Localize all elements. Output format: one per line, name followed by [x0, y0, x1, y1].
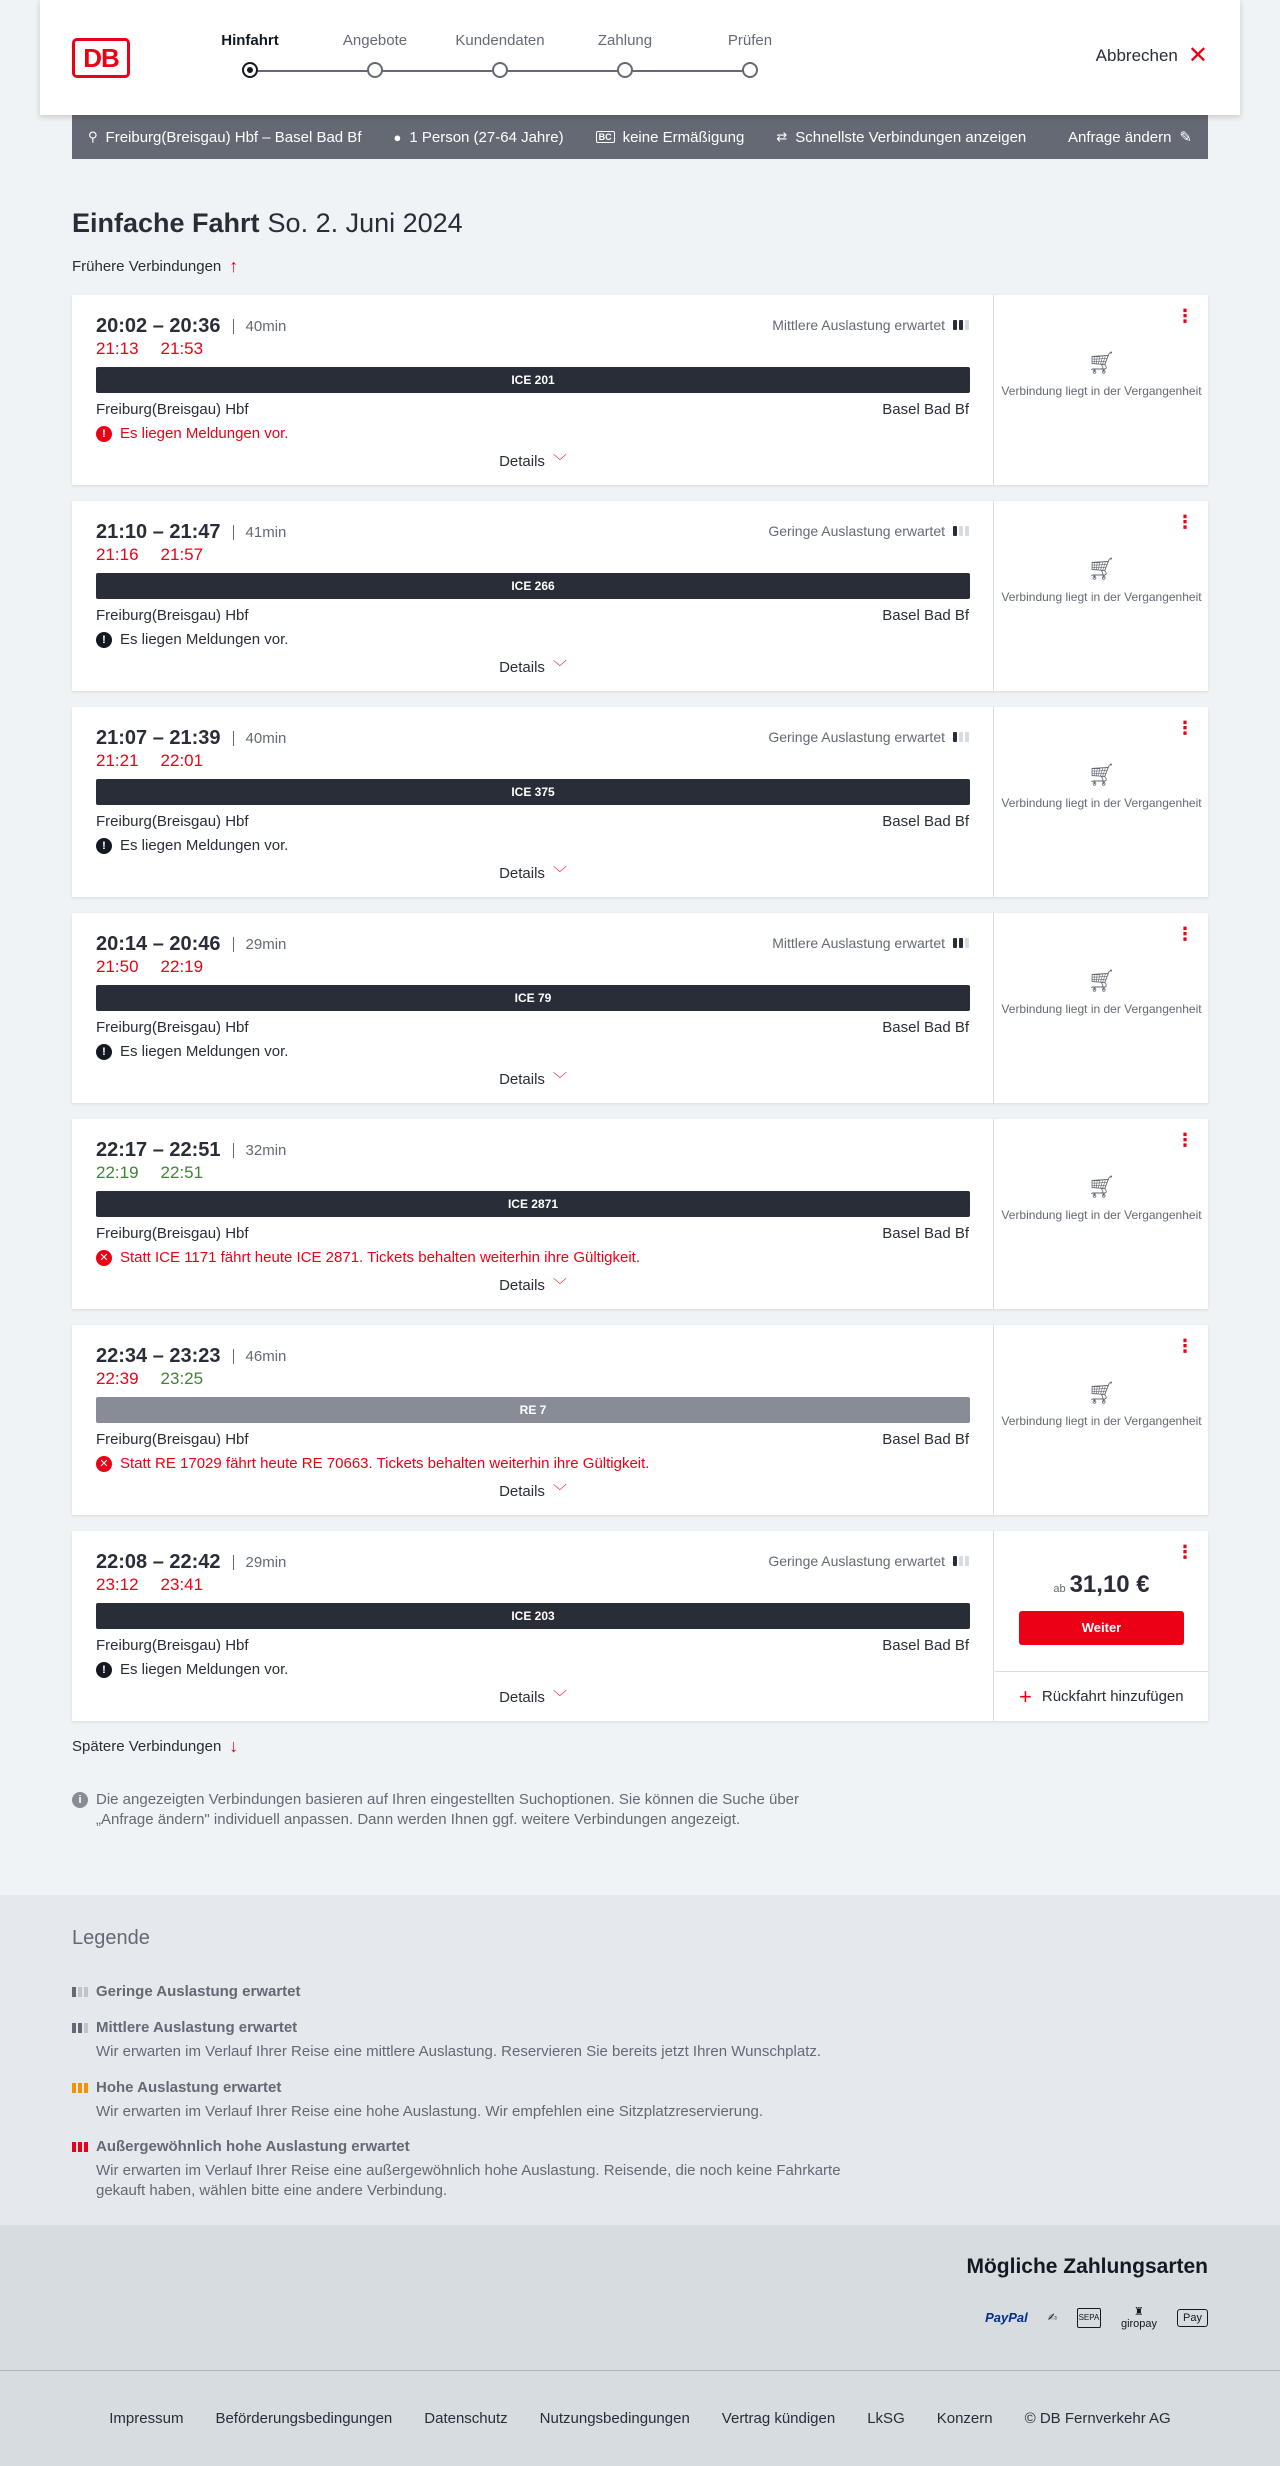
discount-summary — [596, 129, 745, 146]
step-hinfahrt[interactable] — [190, 30, 310, 78]
footer-link-konzern[interactable]: Konzern — [936, 2410, 993, 2427]
destination-station: Basel Bad Bf — [882, 1225, 969, 1242]
giropay-label: giropay — [1120, 2318, 1158, 2330]
occupancy-text: Mittlere Auslastung erwartet — [772, 317, 945, 333]
train-bar[interactable]: ICE 2871 — [96, 1191, 970, 1217]
db-logo[interactable]: DB — [72, 38, 130, 78]
occupancy-medium-icon — [953, 938, 969, 948]
details-label: Details — [499, 1071, 545, 1088]
planned-time-range: 22:34 – 23:23 — [96, 1345, 221, 1367]
planned-time-range: 20:02 – 20:36 — [96, 315, 221, 337]
planned-times — [96, 933, 286, 956]
chevron-down-icon: ﹀ — [552, 1483, 567, 1499]
add-return-button[interactable] — [995, 1671, 1208, 1721]
page-title — [72, 208, 463, 239]
price-value: 31,10 € — [1069, 1571, 1150, 1598]
step-dot-icon — [742, 62, 758, 78]
price — [995, 1571, 1208, 1599]
origin-station: Freiburg(Breisgau) Hbf — [96, 1431, 249, 1448]
step-dot-icon — [242, 62, 258, 78]
train-bar[interactable]: ICE 201 — [96, 367, 970, 393]
step-label: Angebote — [342, 32, 408, 49]
cancel-button[interactable] — [1095, 42, 1208, 69]
chevron-down-icon: ﹀ — [552, 1071, 567, 1087]
trip-date: So. 2. Juni 2024 — [267, 208, 463, 238]
earlier-connections-link[interactable] — [72, 256, 238, 277]
cancel-circle-icon: ✕ — [96, 1456, 112, 1472]
occupancy-low-icon — [72, 1987, 88, 1997]
occupancy-high-icon — [72, 2083, 88, 2093]
duration: 46min — [233, 1349, 287, 1364]
more-options-icon[interactable]: ⋮ — [1176, 1336, 1194, 1356]
route-text: Freiburg(Breisgau) Hbf – Basel Bad Bf — [105, 128, 362, 146]
footer-link-vertrag-kuendigen[interactable]: Vertrag kündigen — [721, 2410, 836, 2427]
later-label: Spätere Verbindungen — [72, 1738, 222, 1755]
realtime-departure: 23:12 — [96, 1575, 139, 1594]
close-icon: ✕ — [1187, 42, 1208, 69]
footer-link-datenschutz[interactable]: Datenschutz — [424, 2410, 508, 2427]
alert-text: Statt ICE 1171 fährt heute ICE 2871. Tickets behalten weiterhin ihre Gültigkeit. — [120, 1249, 641, 1266]
sepa-label: SEPA — [1077, 2308, 1101, 2328]
more-options-icon[interactable]: ⋮ — [1176, 306, 1194, 326]
booking-header — [40, 0, 1240, 115]
alert-text: Statt RE 17029 fährt heute RE 70663. Tickets behalten weiterhin ihre Gültigkeit. — [120, 1455, 650, 1472]
more-options-icon[interactable]: ⋮ — [1176, 1130, 1194, 1150]
occupancy-text: Mittlere Auslastung erwartet — [772, 935, 945, 951]
step-dot-icon — [492, 62, 508, 78]
destination-station: Basel Bad Bf — [882, 1431, 969, 1448]
cart-unavailable-icon: 🛒︎ — [1087, 762, 1116, 787]
later-connections-link[interactable] — [72, 1736, 238, 1757]
alert-message — [96, 1455, 649, 1472]
origin-station: Freiburg(Breisgau) Hbf — [96, 401, 249, 418]
origin-station: Freiburg(Breisgau) Hbf — [96, 1019, 249, 1036]
realtime-arrival: 22:51 — [160, 1163, 204, 1182]
past-connection-note — [995, 1380, 1208, 1429]
plus-icon: + — [1019, 1683, 1032, 1709]
details-toggle[interactable] — [72, 1069, 994, 1089]
destination-station: Basel Bad Bf — [882, 401, 969, 418]
origin-station: Freiburg(Breisgau) Hbf — [96, 1225, 249, 1242]
connection-info[interactable] — [72, 913, 994, 1103]
payment-title: Mögliche Zahlungsarten — [966, 2255, 1208, 2278]
progress-steps — [180, 30, 780, 90]
occupancy-exceptional-icon — [72, 2142, 88, 2152]
past-connection-note — [995, 762, 1208, 811]
more-options-icon[interactable]: ⋮ — [1176, 1542, 1194, 1562]
info-text: Die angezeigten Verbindungen basieren auf Ihren eingestellten Suchoptionen. Sie können die Suche über „Anfrage ändern" individuell anpassen. Dann werden Ihnen ggf. weitere Verbindungen angezeigt. — [96, 1791, 800, 1828]
train-bar[interactable]: ICE 375 — [96, 779, 970, 805]
planned-times — [96, 727, 286, 750]
destination-station: Basel Bad Bf — [882, 607, 969, 624]
legend-item-desc: Wir erwarten im Verlauf Ihrer Reise eine hohe Auslastung. Wir empfehlen eine Sitzplatzreservierung. — [96, 2103, 763, 2120]
details-label: Details — [499, 1277, 545, 1294]
footer-copyright: © DB Fernverkehr AG — [1024, 2410, 1171, 2427]
legend-item-low — [72, 1983, 872, 2000]
duration: 40min — [233, 319, 287, 334]
info-text: Es liegen Meldungen vor. — [120, 837, 289, 854]
occupancy-info — [768, 729, 969, 745]
details-label: Details — [499, 1689, 545, 1706]
sepa-icon — [1077, 2308, 1101, 2328]
origin-station: Freiburg(Breisgau) Hbf — [96, 607, 249, 624]
occupancy-info — [768, 1553, 969, 1569]
destination-station: Basel Bad Bf — [882, 1019, 969, 1036]
legend-item-title: Geringe Auslastung erwartet — [96, 1983, 301, 2000]
step-label: Zahlung — [597, 32, 653, 49]
offer-panel — [995, 1531, 1208, 1721]
step-zahlung[interactable] — [565, 30, 685, 78]
occupancy-low-icon — [953, 526, 969, 536]
realtime-times — [96, 751, 203, 771]
past-connection-note — [995, 556, 1208, 605]
past-text: Verbindung liegt in der Vergangenheit — [1001, 1208, 1202, 1222]
duration: 41min — [233, 525, 287, 540]
chevron-down-icon: ﹀ — [552, 865, 567, 881]
connection-card — [72, 501, 1208, 691]
legend-item-title: Außergewöhnlich hohe Auslastung erwartet — [96, 2138, 410, 2155]
connection-info[interactable] — [72, 295, 994, 485]
legend-item-desc: Wir erwarten im Verlauf Ihrer Reise eine außergewöhnlich hohe Auslastung. Reisende, die noch keine Fahrkarte gekauft haben, wählen bitte eine andere Verbindung. — [96, 2162, 841, 2199]
info-alert-icon: ! — [96, 838, 112, 854]
chevron-down-icon: ﹀ — [552, 453, 567, 469]
planned-times — [96, 315, 286, 338]
cart-unavailable-icon: 🛒︎ — [1087, 1174, 1116, 1199]
train-bar[interactable]: ICE 266 — [96, 573, 970, 599]
credit-card-icon: ✍ — [1047, 2312, 1057, 2324]
info-text: Es liegen Meldungen vor. — [120, 1043, 289, 1060]
origin-station: Freiburg(Breisgau) Hbf — [96, 813, 249, 830]
step-label: Kundendaten — [455, 32, 545, 49]
realtime-times — [96, 339, 203, 359]
planned-time-range: 20:14 – 20:46 — [96, 933, 221, 955]
duration: 29min — [233, 1555, 287, 1570]
details-label: Details — [499, 659, 545, 676]
planned-time-range: 22:08 – 22:42 — [96, 1551, 221, 1573]
legend-item-title: Mittlere Auslastung erwartet — [96, 2019, 298, 2036]
legend-item-desc: Wir erwarten im Verlauf Ihrer Reise eine mittlere Auslastung. Reservieren Sie bereits jetzt Ihren Wunschplatz. — [96, 2043, 822, 2060]
realtime-departure: 21:16 — [96, 545, 139, 564]
alert-icon: ! — [96, 426, 112, 442]
realtime-times — [96, 545, 203, 565]
train-bar[interactable]: ICE 203 — [96, 1603, 970, 1629]
connection-info[interactable] — [72, 707, 994, 897]
past-text: Verbindung liegt in der Vergangenheit — [1001, 1414, 1202, 1428]
offer-panel — [995, 913, 1208, 1103]
connection-card — [72, 707, 1208, 897]
offer-panel — [995, 1119, 1208, 1309]
footer — [0, 2370, 1280, 2466]
legend-title: Legende — [72, 1927, 150, 1949]
footer-link-lksg[interactable]: LkSG — [867, 2410, 905, 2427]
past-connection-note — [995, 1174, 1208, 1223]
discount-text: keine Ermäßigung — [622, 128, 745, 146]
planned-times — [96, 521, 286, 544]
realtime-times — [96, 1163, 203, 1183]
info-message — [96, 1661, 288, 1678]
step-kundendaten[interactable] — [440, 30, 560, 78]
info-alert-icon: ! — [96, 1662, 112, 1678]
cart-unavailable-icon: 🛒︎ — [1087, 350, 1116, 375]
info-text: Es liegen Meldungen vor. — [120, 631, 289, 648]
connection-info[interactable] — [72, 1325, 994, 1515]
occupancy-info — [772, 317, 969, 333]
realtime-arrival: 22:19 — [160, 957, 204, 976]
apple-pay-label: Pay — [1177, 2309, 1208, 2327]
footer-link-nutzungsbedingungen[interactable]: Nutzungsbedingungen — [539, 2410, 690, 2427]
offer-panel — [995, 501, 1208, 691]
connection-card — [72, 1119, 1208, 1309]
connection-card — [72, 295, 1208, 485]
footer-link-befoerderungsbedingungen[interactable]: Beförderungsbedingungen — [215, 2410, 393, 2427]
realtime-arrival: 23:41 — [160, 1575, 204, 1594]
realtime-departure: 21:50 — [96, 957, 139, 976]
info-message — [96, 837, 288, 854]
step-dot-icon — [367, 62, 383, 78]
apple-pay-icon — [1177, 2309, 1208, 2327]
occupancy-medium-icon — [953, 320, 969, 330]
pencil-icon: ✎ — [1179, 129, 1192, 146]
price-prefix: ab — [1053, 1583, 1066, 1595]
details-label: Details — [499, 865, 545, 882]
occupancy-info — [772, 935, 969, 951]
planned-time-range: 21:07 – 21:39 — [96, 727, 221, 749]
arrow-down-icon: ↓ — [229, 1736, 239, 1756]
details-label: Details — [499, 1483, 545, 1500]
step-label: Hinfahrt — [221, 32, 279, 49]
duration: 40min — [233, 731, 287, 746]
cart-unavailable-icon: 🛒︎ — [1087, 968, 1116, 993]
details-toggle[interactable] — [72, 657, 994, 677]
occupancy-low-icon — [953, 732, 969, 742]
change-request-button[interactable] — [1068, 128, 1192, 146]
location-pin-icon: ⚲ — [88, 129, 98, 144]
giropay-icon: ♜ giropay — [1120, 2306, 1158, 2330]
legend-item-exceptional — [72, 2138, 872, 2201]
step-label: Prüfen — [727, 32, 773, 49]
legend-section — [0, 1895, 1280, 2225]
arrow-up-icon: ↑ — [229, 256, 239, 276]
details-toggle[interactable] — [72, 451, 994, 471]
details-label: Details — [499, 453, 545, 470]
mode-summary — [776, 129, 1026, 146]
search-summary-bar — [72, 115, 1208, 159]
connection-card — [72, 1531, 1208, 1721]
info-icon: i — [72, 1792, 88, 1808]
train-bar[interactable]: RE 7 — [96, 1397, 970, 1423]
details-toggle[interactable] — [72, 1481, 994, 1501]
continue-button[interactable]: Weiter — [1019, 1611, 1184, 1645]
legend-item-high — [72, 2079, 872, 2122]
cart-unavailable-icon: 🛒︎ — [1087, 1380, 1116, 1405]
offer-panel — [995, 295, 1208, 485]
planned-times — [96, 1345, 286, 1368]
paypal-icon: PayPal — [985, 2310, 1028, 2325]
past-text: Verbindung liegt in der Vergangenheit — [1001, 590, 1202, 604]
details-toggle[interactable] — [72, 1687, 994, 1707]
realtime-arrival: 21:53 — [160, 339, 204, 358]
alert-text: Es liegen Meldungen vor. — [120, 425, 289, 442]
train-bar[interactable]: ICE 79 — [96, 985, 970, 1011]
past-connection-note — [995, 968, 1208, 1017]
realtime-departure: 21:13 — [96, 339, 139, 358]
info-message — [96, 1043, 288, 1060]
offer-panel — [995, 1325, 1208, 1515]
step-angebote[interactable] — [315, 30, 435, 78]
bahncard-icon: BC — [596, 131, 615, 143]
realtime-arrival: 23:25 — [160, 1369, 204, 1388]
more-options-icon[interactable]: ⋮ — [1176, 512, 1194, 532]
occupancy-low-icon — [953, 1556, 969, 1566]
alert-message — [96, 425, 288, 442]
details-toggle[interactable] — [72, 863, 994, 883]
step-dot-icon — [617, 62, 633, 78]
alert-message — [96, 1249, 640, 1266]
connection-card — [72, 913, 1208, 1103]
passenger-summary — [393, 129, 563, 146]
connection-info[interactable] — [72, 1119, 994, 1309]
info-text: Es liegen Meldungen vor. — [120, 1661, 289, 1678]
trip-type: Einfache Fahrt — [72, 208, 260, 238]
info-alert-icon: ! — [96, 632, 112, 648]
change-request-label: Anfrage ändern — [1068, 128, 1172, 146]
duration: 29min — [233, 937, 287, 952]
cancel-circle-icon: ✕ — [96, 1250, 112, 1266]
legend-item-medium — [72, 2019, 872, 2062]
swap-icon: ⇄ — [776, 129, 788, 144]
earlier-label: Frühere Verbindungen — [72, 258, 222, 275]
connection-info[interactable] — [72, 501, 994, 691]
planned-time-range: 22:17 – 22:51 — [96, 1139, 221, 1161]
person-icon: ● — [393, 129, 402, 145]
offer-panel — [995, 707, 1208, 897]
destination-station: Basel Bad Bf — [882, 813, 969, 830]
occupancy-medium-icon — [72, 2023, 88, 2033]
payment-methods-section — [0, 2225, 1280, 2370]
realtime-times — [96, 1369, 203, 1389]
chevron-down-icon: ﹀ — [552, 1277, 567, 1293]
past-text: Verbindung liegt in der Vergangenheit — [1001, 796, 1202, 810]
chevron-down-icon: ﹀ — [552, 1689, 567, 1705]
occupancy-text: Geringe Auslastung erwartet — [768, 729, 945, 745]
add-return-label: Rückfahrt hinzufügen — [1041, 1688, 1184, 1705]
details-toggle[interactable] — [72, 1275, 994, 1295]
cancel-label: Abbrechen — [1095, 46, 1178, 65]
past-text: Verbindung liegt in der Vergangenheit — [1001, 384, 1202, 398]
cart-unavailable-icon: 🛒︎ — [1087, 556, 1116, 581]
realtime-departure: 21:21 — [96, 751, 139, 770]
connection-card — [72, 1325, 1208, 1515]
realtime-times — [96, 957, 203, 977]
info-alert-icon: ! — [96, 1044, 112, 1060]
origin-station: Freiburg(Breisgau) Hbf — [96, 1637, 249, 1654]
mode-text: Schnellste Verbindungen anzeigen — [795, 128, 1027, 146]
passenger-text: 1 Person (27-64 Jahre) — [409, 128, 564, 146]
realtime-arrival: 21:57 — [160, 545, 204, 564]
connection-info[interactable] — [72, 1531, 994, 1721]
search-info-note — [72, 1790, 852, 1830]
step-pruefen[interactable] — [690, 30, 810, 78]
realtime-times — [96, 1575, 203, 1595]
realtime-departure: 22:19 — [96, 1163, 139, 1182]
duration: 32min — [233, 1143, 287, 1158]
destination-station: Basel Bad Bf — [882, 1637, 969, 1654]
occupancy-text: Geringe Auslastung erwartet — [768, 523, 945, 539]
planned-times — [96, 1139, 286, 1162]
past-connection-note — [995, 350, 1208, 399]
past-text: Verbindung liegt in der Vergangenheit — [1001, 1002, 1202, 1016]
chevron-down-icon: ﹀ — [552, 659, 567, 675]
more-options-icon[interactable]: ⋮ — [1176, 718, 1194, 738]
planned-times — [96, 1551, 286, 1574]
realtime-departure: 22:39 — [96, 1369, 139, 1388]
occupancy-text: Geringe Auslastung erwartet — [768, 1553, 945, 1569]
occupancy-info — [768, 523, 969, 539]
more-options-icon[interactable]: ⋮ — [1176, 924, 1194, 944]
info-message — [96, 631, 288, 648]
footer-link-impressum[interactable]: Impressum — [109, 2410, 184, 2427]
planned-time-range: 21:10 – 21:47 — [96, 521, 221, 543]
legend-item-title: Hohe Auslastung erwartet — [96, 2079, 282, 2096]
route-summary — [88, 129, 361, 146]
realtime-arrival: 22:01 — [160, 751, 204, 770]
payment-icons — [985, 2305, 1208, 2330]
